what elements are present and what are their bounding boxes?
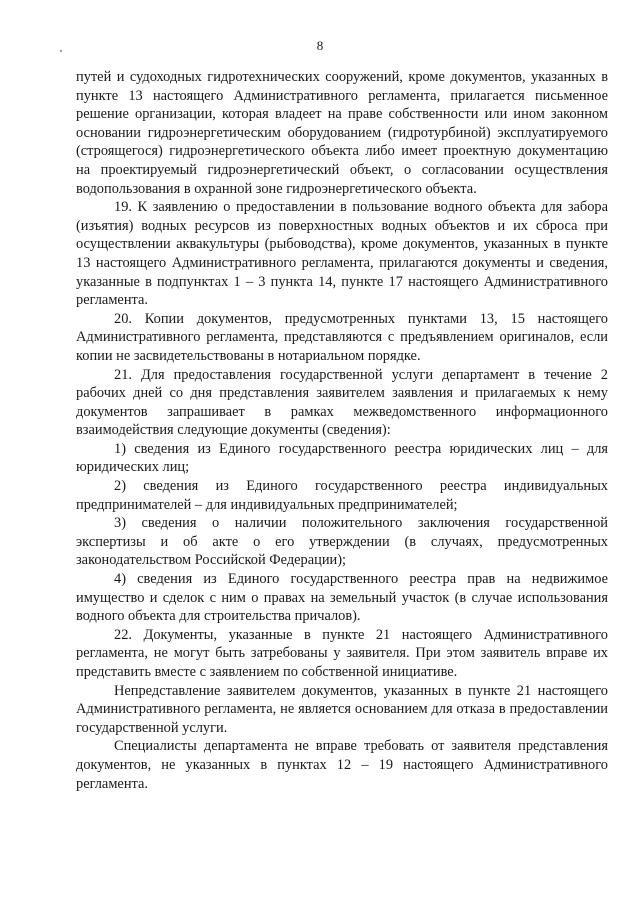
- paragraph-item-19: 19. К заявлению о предоставлении в пользование водного объекта для забора (изъятия) водных ресурсов из поверхностных водных объектов и их сброса при осуществлении аквакультуры (рыбоводства), кроме документов, указанных в пункте 13 настоящего Административного регламента, прилагаются документы и сведения, указанные в подпунктах 1 – 3 пункта 14, пункте 17 настоящего Административного регламента.: [76, 199, 608, 309]
- document-body: [76, 68, 608, 793]
- list-item-21-2: 2) сведения из Единого государственного реестра индивидуальных предпринимателей – для индивидуальных предпринимателей;: [76, 478, 608, 513]
- paragraph-specialists: Специалисты департамента не вправе требовать от заявителя представления документов, не указанных в пунктах 12 – 19 настоящего Административного регламента.: [76, 738, 608, 792]
- page-number: 8: [316, 38, 324, 53]
- paragraph-non-submission: Непредставление заявителем документов, указанных в пункте 21 настоящего Административного регламента, не является основанием для отказа в предоставлении государственной услуги.: [76, 682, 608, 736]
- paragraph-continuation: путей и судоходных гидротехнических сооружений, кроме документов, указанных в пункте 13 настоящего Административного регламента, прилагается письменное решение организации, которая владеет на праве собственности или ином законном основании гидроэнергетическим оборудованием (гидротурбиной) эксплуатируемого (строящегося) гидроэнергетического объекта либо имеет проектную документацию на проектируемый гидроэнергетический объект, о согласовании осуществления водопользования в охранной зоне гидроэнергетического объекта.: [76, 69, 608, 197]
- list-item-21-4: 4) сведения из Единого государственного реестра прав на недвижимое имущество и сделок с ним о правах на земельный участок (в случае использования водного объекта для строительства причалов).: [76, 571, 608, 625]
- paragraph-item-21: 21. Для предоставления государственной услуги департамент в течение 2 рабочих дней со дня представления заявителем заявления и прилагаемых к нему документов запрашивает в рамках межведомственного информационного взаимодействия следующие документы (сведения):: [76, 366, 608, 439]
- scan-artifact: [60, 50, 62, 52]
- list-item-21-1: 1) сведения из Единого государственного реестра юридических лиц – для юридических лиц;: [76, 440, 608, 476]
- paragraph-item-22: 22. Документы, указанные в пункте 21 настоящего Административного регламента, не могут быть затребованы у заявителя. При этом заявитель вправе их представить вместе с заявлением по собственной инициативе.: [76, 626, 608, 680]
- list-item-21-3: 3) сведения о наличии положительного заключения государственной экспертизы и об акте о его утверждении (в случаях, предусмотренных законодательством Российской Федерации);: [76, 515, 608, 569]
- paragraph-item-20: 20. Копии документов, предусмотренных пунктами 13, 15 настоящего Административного регламента, представляются с предъявлением оригиналов, если копии не засвидетельствованы в нотариальном порядке.: [76, 310, 608, 364]
